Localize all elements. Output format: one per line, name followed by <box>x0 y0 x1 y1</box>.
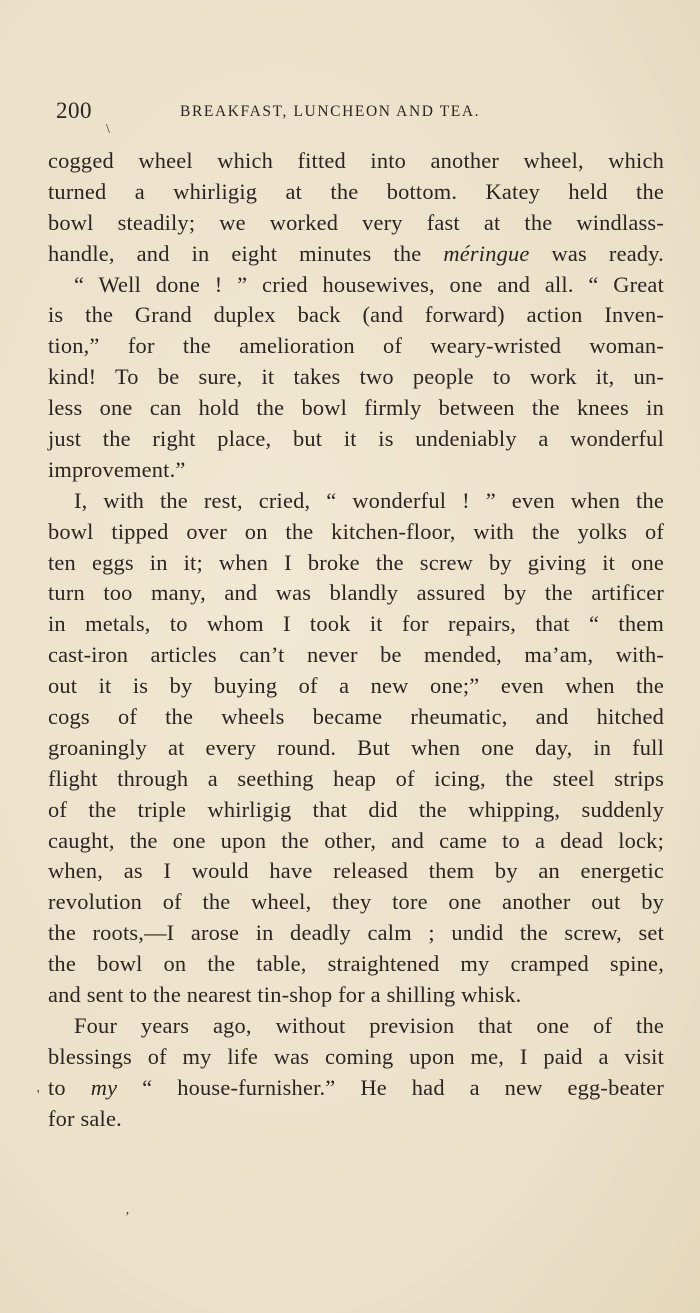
text-line: the roots,—I arose in deadly calm ; undid the screw, set <box>48 920 664 946</box>
text-line: bowl tipped over on the kitchen-floor, with the yolks of <box>48 518 664 544</box>
text-line: and sent to the nearest tin-shop for a shilling whisk. <box>48 982 522 1008</box>
page-number: 200 <box>56 98 92 123</box>
stray-ink-mark: ' <box>37 1088 40 1103</box>
text-line: caught, the one upon the other, and came to a dead lock; <box>48 827 664 853</box>
text-line: less one can hold the bowl firmly between the knees in <box>48 395 664 421</box>
text-line: for sale. <box>48 1105 122 1131</box>
text-line: when, as I would have released them by an energetic <box>48 858 664 884</box>
text-line: turned a whirligig at the bottom. Katey held the <box>48 178 664 204</box>
text-line: of the triple whirligig that did the whipping, suddenly <box>48 796 664 822</box>
text-line: just the right place, but it is undeniably a wonderful <box>48 426 664 452</box>
running-head: BREAKFAST, LUNCHEON AND TEA. <box>180 103 481 120</box>
text-line: in metals, to whom I took it for repairs, that “ them <box>48 611 664 637</box>
text-line: cast-iron articles can’t never be mended, ma’am, with- <box>48 642 664 668</box>
stray-ink-mark: \ <box>106 122 110 137</box>
text-line: improvement.” <box>48 456 186 482</box>
text-line: blessings of my life was coming upon me, I paid a visit <box>48 1043 664 1069</box>
text-line: turn too many, and was blandly assured by the artificer <box>48 580 664 606</box>
text-line: “ Well done ! ” cried housewives, one and all. “ Great <box>74 271 664 297</box>
text-line: kind! To be sure, it takes two people to work it, un- <box>48 364 664 390</box>
text-line: cogged wheel which fitted into another wheel, which <box>48 148 664 173</box>
stray-ink-mark: ʼ <box>125 1210 130 1225</box>
body-text <box>48 146 664 1135</box>
text-line: Four years ago, without prevision that one of the <box>74 1012 664 1038</box>
text-line: revolution of the wheel, they tore one another out by <box>48 889 664 915</box>
text-line: tion,” for the amelioration of weary-wristed woman- <box>48 333 664 359</box>
text-line: ten eggs in it; when I broke the screw by giving it one <box>48 549 664 575</box>
text-line: flight through a seething heap of icing, the steel strips <box>48 765 664 791</box>
text-line: to my “ house-furnisher.” He had a new egg-beater <box>48 1074 664 1100</box>
page-header <box>56 98 660 132</box>
text-line: I, with the rest, cried, “ wonderful ! ” even when the <box>74 487 664 513</box>
text-line: bowl steadily; we worked very fast at the windlass- <box>48 209 664 235</box>
text-line: out it is by buying of a new one;” even when the <box>48 673 664 699</box>
text-line: groaningly at every round. But when one day, in full <box>48 734 664 760</box>
text-line: handle, and in eight minutes the méringue was ready. <box>48 240 664 266</box>
text-line: cogs of the wheels became rheumatic, and hitched <box>48 704 664 730</box>
text-line: is the Grand duplex back (and forward) action Inven- <box>48 302 664 328</box>
text-line: the bowl on the table, straightened my cramped spine, <box>48 951 664 977</box>
